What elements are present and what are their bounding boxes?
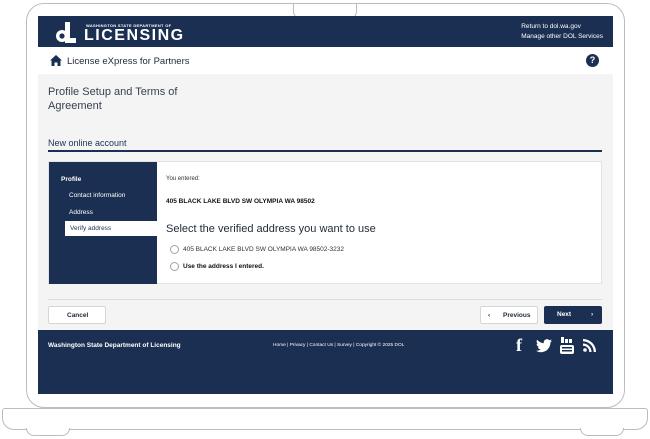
radio-verified-address[interactable] bbox=[170, 245, 179, 254]
next-button[interactable] bbox=[544, 306, 602, 324]
radio-label-entered-address[interactable]: Use the address I entered. bbox=[183, 263, 264, 270]
home-icon[interactable] bbox=[50, 55, 62, 66]
twitter-icon[interactable] bbox=[536, 339, 552, 353]
section-divider bbox=[48, 150, 602, 152]
entered-address: 405 BLACK LAKE BLVD SW OLYMPIA WA 98502 bbox=[166, 198, 315, 205]
agency-name-small: WASHINGTON STATE DEPARTMENT OF bbox=[86, 23, 172, 28]
footer-links[interactable]: Home | Privacy | Contact Us | Survey | Copyright © 2025 DOL bbox=[273, 343, 405, 348]
actions-divider bbox=[48, 299, 602, 300]
laptop-foot-right bbox=[580, 428, 624, 436]
laptop-base bbox=[2, 408, 648, 430]
section-title: New online account bbox=[48, 138, 127, 148]
facebook-icon[interactable]: f bbox=[516, 335, 522, 355]
chevron-right-icon: › bbox=[591, 311, 594, 318]
radio-entered-address[interactable] bbox=[170, 262, 179, 271]
rss-icon[interactable] bbox=[583, 339, 596, 352]
manage-other-services-link[interactable]: Manage other DOL Services bbox=[521, 33, 603, 40]
sidebar-item-verify-address[interactable]: Verify address bbox=[65, 221, 157, 236]
you-entered-label: You entered: bbox=[166, 176, 200, 182]
wizard-sidebar bbox=[49, 162, 157, 284]
site-header bbox=[38, 16, 613, 47]
header-links bbox=[521, 22, 603, 42]
radio-label-verified-address[interactable]: 405 BLACK LAKE BLVD SW OLYMPIA WA 98502-3232 bbox=[183, 246, 345, 253]
chevron-left-icon: ‹ bbox=[488, 312, 491, 319]
previous-button[interactable] bbox=[480, 306, 538, 324]
app-title[interactable]: License eXpress for Partners bbox=[67, 56, 190, 67]
dol-logo-icon bbox=[54, 22, 76, 43]
agency-name-large: LICENSING bbox=[84, 27, 185, 44]
wizard-panel bbox=[48, 161, 602, 284]
sidebar-heading-profile: Profile bbox=[61, 176, 82, 183]
sidebar-item-address[interactable]: Address bbox=[69, 209, 93, 216]
main-content bbox=[38, 74, 613, 330]
youtube-icon[interactable] bbox=[560, 336, 574, 354]
next-button-label: Next bbox=[557, 311, 572, 318]
app-nav-bar bbox=[38, 49, 613, 73]
screen bbox=[38, 16, 613, 394]
help-icon[interactable]: ? bbox=[586, 54, 599, 67]
previous-button-label: Previous bbox=[503, 312, 531, 319]
cancel-button[interactable]: Cancel bbox=[48, 306, 106, 324]
footer-organization: Washington State Department of Licensing bbox=[48, 342, 181, 349]
return-to-dol-link[interactable]: Return to dol.wa.gov bbox=[521, 23, 581, 30]
page-title: Profile Setup and Terms of Agreement bbox=[48, 86, 178, 112]
site-footer bbox=[38, 330, 613, 394]
select-address-heading: Select the verified address you want to use bbox=[166, 223, 376, 235]
sidebar-item-contact-information[interactable]: Contact information bbox=[69, 192, 126, 199]
laptop-foot-left bbox=[26, 428, 70, 436]
